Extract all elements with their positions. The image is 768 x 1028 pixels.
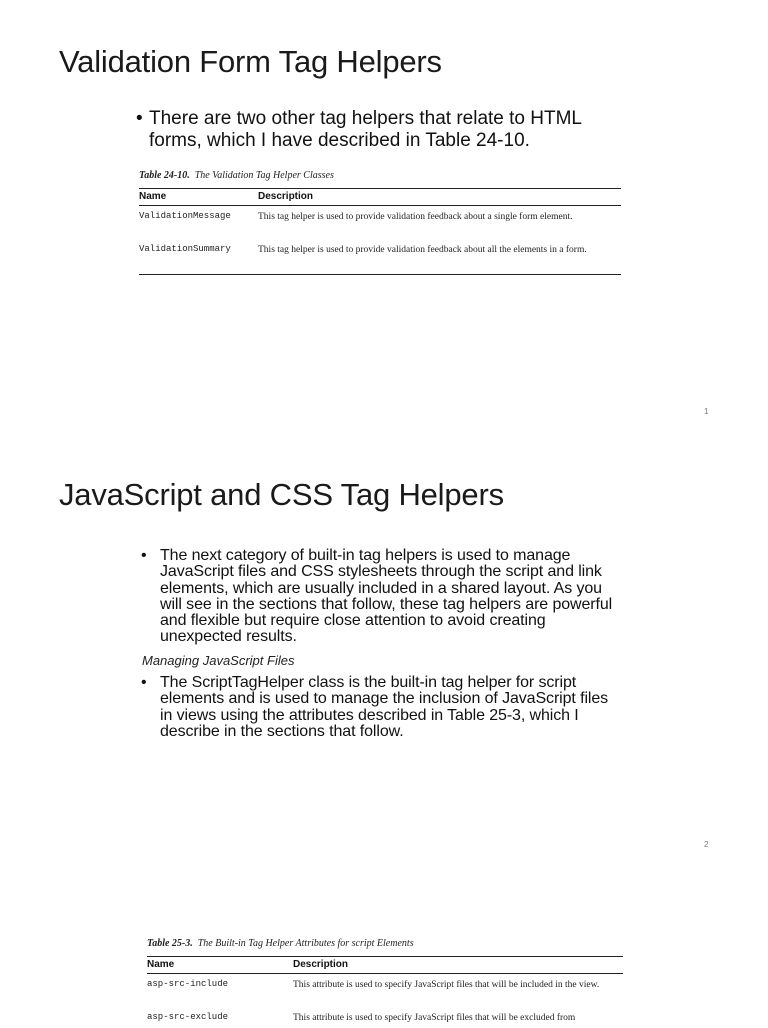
table-caption-title: The Built-in Tag Helper Attributes for script Elements — [197, 938, 414, 949]
page-number: 1 — [704, 407, 709, 416]
bullet-text: The next category of built-in tag helpers is used to manage JavaScript files and CSS stylesheets through the script and link elements, which are usually included in a shared layout. As you will see in the sections that follow, these tag helpers are powerful and flexible but require close attention to avoid creating unexpected results. — [160, 547, 613, 646]
table-row — [139, 239, 621, 275]
table-caption — [147, 938, 414, 949]
table-caption-number: Table 25-3. — [147, 938, 193, 949]
bullet-item — [141, 675, 621, 740]
slide-title: Validation Form Tag Helpers — [59, 44, 442, 79]
table-header-row — [139, 189, 621, 206]
table-caption-number: Table 24-10. — [139, 170, 190, 181]
table-header-description: Description — [258, 191, 314, 202]
table-caption-title: The Validation Tag Helper Classes — [194, 170, 334, 181]
table-cell-description: This attribute is used to specify JavaScript files that will be excluded from — [293, 1013, 576, 1023]
table-header-name: Name — [139, 191, 167, 202]
subheading: Managing JavaScript Files — [142, 653, 295, 668]
table-row — [147, 974, 623, 1007]
table-row — [139, 206, 621, 239]
page-number: 2 — [704, 840, 709, 849]
table-cell-name: ValidationMessage — [139, 211, 231, 221]
table-cell-name: asp-src-exclude — [147, 1012, 229, 1022]
table-header-row — [147, 957, 623, 974]
table-header-name: Name — [147, 959, 175, 970]
table-caption — [139, 170, 334, 181]
table-cell-name: ValidationSummary — [139, 244, 231, 254]
bullet-icon: • — [141, 674, 147, 691]
bullet-item — [136, 108, 636, 152]
bullet-icon: • — [141, 547, 147, 564]
bullet-icon: • — [136, 108, 143, 129]
validation-table — [139, 188, 621, 275]
slide-title: JavaScript and CSS Tag Helpers — [59, 477, 504, 512]
bullet-item — [141, 548, 621, 646]
bullet-text: The ScriptTagHelper class is the built-in tag helper for script elements and is used to manage the inclusion of JavaScript files in views using the attributes described in Table 25-3, which I describe in the sections that follow. — [160, 674, 609, 740]
table-row — [147, 1007, 623, 1028]
table-header-description: Description — [293, 959, 349, 970]
bullet-text: There are two other tag helpers that relate to HTML forms, which I have described in Table 24-10. — [149, 108, 582, 151]
table-cell-name: asp-src-include — [147, 979, 229, 989]
script-attributes-table — [147, 956, 623, 1028]
table-cell-description: This attribute is used to specify JavaScript files that will be included in the view. — [293, 980, 600, 990]
table-cell-description: This tag helper is used to provide validation feedback about all the elements in a form. — [258, 245, 587, 255]
table-cell-description: This tag helper is used to provide validation feedback about a single form element. — [258, 212, 573, 222]
